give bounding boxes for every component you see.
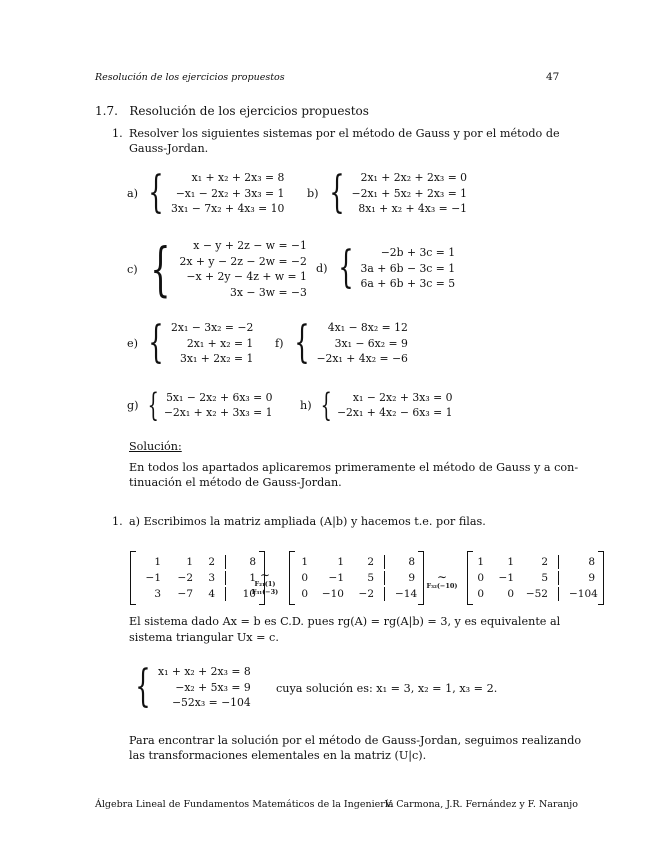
- equation: −2b + 3c = 1: [380, 246, 456, 259]
- left-brace-icon: {: [328, 167, 345, 219]
- left-brace-icon: {: [135, 661, 151, 713]
- section-number: 1.7.: [95, 104, 118, 118]
- matrix-cell: 3: [154, 588, 161, 600]
- equation: 2x₁ + x₂ = 1: [186, 336, 254, 350]
- equation: 6a + 6b + 3c = 5: [360, 277, 456, 290]
- equivalence-symbol: ∼: [259, 568, 271, 582]
- matrix-cell: 1: [186, 556, 193, 568]
- equation: 2x + y − 2z − 2w = −2: [179, 254, 307, 268]
- matrix-cell: −1: [145, 572, 161, 584]
- matrix-cell: 1: [507, 556, 514, 568]
- system-f: [275, 317, 408, 369]
- equation: −2x₁ + x₂ + 3x₃ = 1: [163, 406, 273, 419]
- system-a: [127, 167, 285, 219]
- equation: 5x₁ − 2x₂ + 6x₃ = 0: [166, 390, 273, 404]
- equation: 8x₁ + x₂ + 4x₃ = −1: [358, 202, 468, 215]
- section-heading: [95, 104, 369, 119]
- matrix-cell: 3: [208, 572, 215, 584]
- left-brace-icon: {: [293, 317, 310, 369]
- left-brace-icon: {: [148, 317, 164, 369]
- equation: −x + 2y − 4z + w = 1: [186, 270, 307, 283]
- matrix-cell: 0: [507, 588, 514, 600]
- equation: 3x − 3w = −3: [230, 285, 307, 299]
- system-g-label: g): [127, 398, 139, 412]
- item1-line1: Resolver los siguientes sistemas por el método de Gauss y por el método de: [129, 127, 560, 140]
- footer-left: Álgebra Lineal de Fundamentos Matemáticos de la Ingeniería: [95, 799, 394, 810]
- matrix-cell: −14: [395, 588, 418, 600]
- part-a-line: a) Escribimos la matriz ampliada (A|b) y hacemos t.e. por filas.: [129, 515, 486, 528]
- system-a-label: a): [127, 186, 139, 200]
- matrix-cell: −52: [525, 588, 548, 600]
- equation: 4x₁ − 8x₂ = 12: [327, 321, 408, 334]
- matrix-cell: 2: [208, 556, 215, 568]
- matrix-cell: 8: [588, 556, 595, 568]
- footer-right: V. Carmona, J.R. Fernández y F. Naranjo: [385, 799, 578, 810]
- equation: x₁ − 2x₂ + 3x₃ = 0: [352, 390, 453, 404]
- augmented-matrix-2: [289, 551, 424, 605]
- equation: 3x₁ − 6x₂ = 9: [334, 336, 408, 350]
- equation: x − y + 2z − w = −1: [193, 239, 307, 252]
- running-title: Resolución de los ejercicios propuestos: [95, 72, 285, 83]
- matrix-cell: 9: [588, 572, 595, 584]
- equation: −2x₁ + 4x₂ = −6: [316, 352, 408, 365]
- system-b-label: b): [307, 186, 319, 200]
- matrix-cell: 2: [367, 556, 374, 568]
- matrix-cell: −2: [358, 588, 374, 600]
- matrix-cell: 8: [249, 556, 256, 568]
- equivalence-symbol: ∼: [436, 570, 448, 584]
- matrix-cell: 8: [408, 556, 415, 568]
- augmented-matrix-3: [467, 551, 604, 605]
- matrix-cell: 0: [477, 588, 484, 600]
- matrix-cell: 10: [242, 588, 256, 600]
- system-d: [316, 242, 456, 294]
- system-c: [127, 235, 307, 303]
- system-c-label: c): [127, 262, 138, 276]
- equation: 3a + 6b − 3c = 1: [360, 261, 456, 275]
- augmented-matrix-1: [130, 551, 265, 605]
- section-title: Resolución de los ejercicios propuestos: [129, 104, 369, 118]
- matrix-cell: 2: [541, 556, 548, 568]
- system-g: [127, 386, 273, 424]
- equation: −x₂ + 5x₃ = 9: [175, 680, 251, 694]
- left-brace-icon: {: [148, 167, 164, 219]
- solution-heading: Solución:: [129, 440, 182, 453]
- equation: x₁ + x₂ + 2x₃ = 8: [191, 171, 285, 184]
- matrix-cell: −1: [498, 572, 514, 584]
- matrix-cell: −10: [321, 588, 344, 600]
- matrix-cell: −7: [177, 588, 193, 600]
- matrix-cell: 1: [249, 572, 256, 584]
- equation: x₁ + x₂ + 2x₃ = 8: [158, 665, 251, 678]
- matrix-cell: 4: [208, 588, 215, 600]
- operation-label: F₃₁(−3): [251, 588, 279, 596]
- system-e: [127, 317, 254, 369]
- page-number: 47: [546, 71, 560, 83]
- matrix-cell: 1: [301, 556, 308, 568]
- equation: 2x₁ + 2x₂ + 2x₃ = 0: [360, 171, 468, 184]
- equation: −x₁ − 2x₂ + 3x₃ = 1: [175, 186, 285, 200]
- system-h: [300, 386, 453, 424]
- matrix-cell: 1: [154, 556, 161, 568]
- matrix-cell: 5: [367, 572, 374, 584]
- matrix-cell: 9: [408, 572, 415, 584]
- operation-label: F₃₂(−10): [426, 582, 458, 590]
- operation-label: F₂₁(1): [254, 580, 276, 588]
- triangular-system: [129, 661, 251, 713]
- matrix-cell: −2: [177, 572, 193, 584]
- item1-number: 1.: [112, 127, 123, 140]
- matrix-cell: 1: [477, 556, 484, 568]
- row-operation-1: [246, 570, 284, 596]
- system-b: [307, 167, 468, 219]
- row-operation-2: [422, 572, 462, 590]
- part-a-text3: Para encontrar la solución por el método de Gauss-Jordan, seguimos realizando: [129, 734, 582, 747]
- matrix-cell: 0: [301, 588, 308, 600]
- matrix-cell: 5: [541, 572, 548, 584]
- system-e-label: e): [127, 336, 138, 350]
- item1-line2: Gauss-Jordan.: [129, 142, 209, 155]
- part-a-text4: las transformaciones elementales en la matriz (U|c).: [129, 749, 427, 762]
- equation: 3x₁ − 7x₂ + 4x₃ = 10: [171, 202, 285, 215]
- left-brace-icon: {: [149, 235, 171, 303]
- matrix-cell: 0: [477, 572, 484, 584]
- left-brace-icon: {: [337, 242, 354, 294]
- equation: −52x₃ = −104: [171, 696, 251, 709]
- part-a-text2: sistema triangular Ux = c.: [129, 631, 279, 644]
- left-brace-icon: {: [147, 386, 159, 424]
- solution-intro-line1: En todos los apartados aplicaremos primeramente el método de Gauss y a con-: [129, 461, 579, 474]
- matrix-cell: 1: [337, 556, 344, 568]
- system-f-label: f): [275, 336, 284, 350]
- matrix-cell: −1: [328, 572, 344, 584]
- left-brace-icon: {: [320, 386, 332, 424]
- matrix-cell: −104: [569, 588, 598, 600]
- equation: 3x₁ + 2x₂ = 1: [180, 352, 254, 365]
- part-a-text1: El sistema dado Ax = b es C.D. pues rg(A) = rg(A|b) = 3, y es equivalente al: [129, 615, 561, 628]
- solution-statement: cuya solución es: x₁ = 3, x₂ = 1, x₃ = 2.: [276, 682, 498, 695]
- equation: −2x₁ + 5x₂ + 2x₃ = 1: [351, 186, 468, 200]
- solution-intro-line2: tinuación el método de Gauss-Jordan.: [129, 476, 342, 489]
- system-h-label: h): [300, 398, 312, 412]
- matrix-cell: 0: [301, 572, 308, 584]
- system-d-label: d): [316, 261, 328, 275]
- equation: −2x₁ + 4x₂ − 6x₃ = 1: [336, 406, 453, 419]
- part-a-number: 1.: [112, 515, 123, 528]
- equation: 2x₁ − 3x₂ = −2: [171, 321, 254, 334]
